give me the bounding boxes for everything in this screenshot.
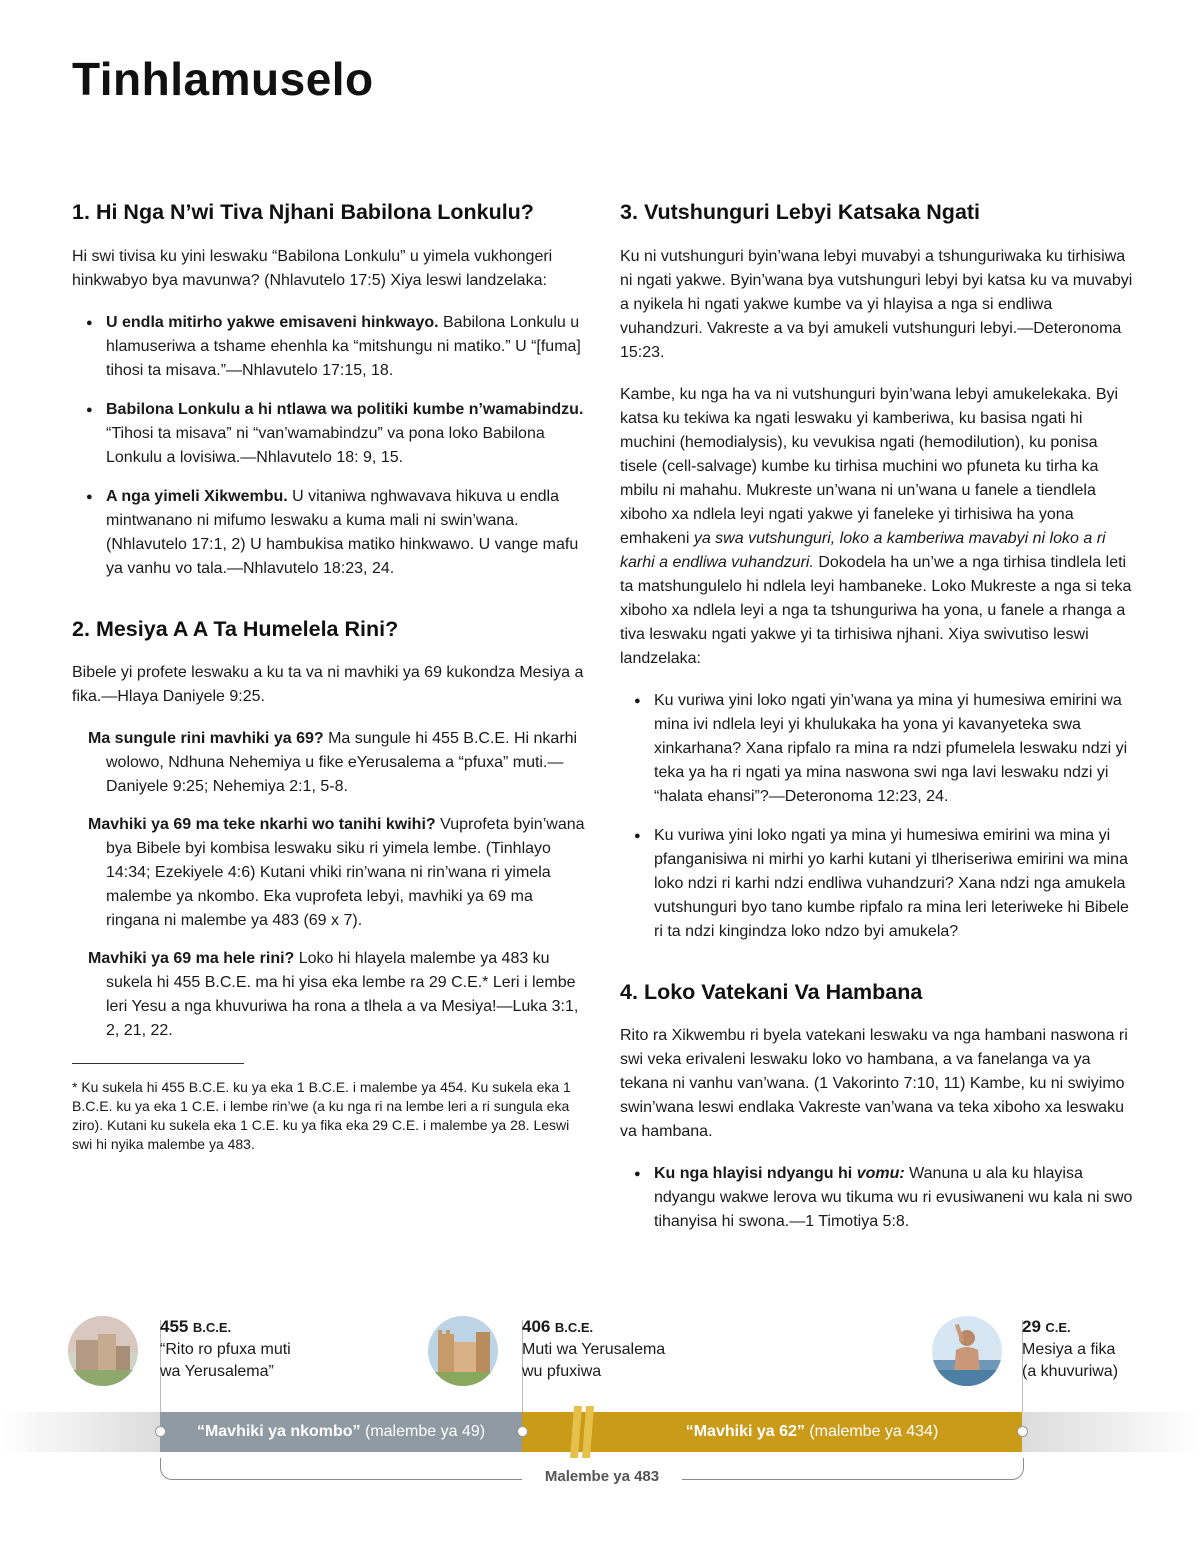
section-3-list bbox=[634, 689, 1136, 944]
list-item: ● Ku vuriwa yini loko ngati yin’wana ya mina yi humesiwa emirini wa mina ivi ndlela leyi yi khulukaka ha yona yi kavanyeteka swa xinkarhana? Xana ripfalo ra mina ra ndzi pfumelela leswaku ndzi yi teka ya ha ri ngati ya mina naswona swi nga lavi leswaku ndzi yi “halata ehansi”?—Deteronoma 12:23, 24. bbox=[634, 689, 1136, 809]
event-description: (a khuvuriwa) bbox=[1022, 1363, 1119, 1380]
list-item-bold: A nga yimeli Xikwembu. bbox=[106, 487, 288, 505]
event-era: C.E. bbox=[1045, 1320, 1071, 1335]
section-3-heading bbox=[620, 200, 1136, 225]
section-4-list bbox=[634, 1162, 1136, 1234]
section-number: 1. bbox=[72, 200, 90, 224]
qa-item bbox=[88, 947, 588, 1043]
ancient-city-wall-icon bbox=[68, 1316, 138, 1386]
band-label-bold: “Mavhiki ya nkombo” bbox=[196, 1423, 361, 1440]
band-label-text: (malembe ya 49) bbox=[360, 1423, 486, 1440]
list-item-text: Wanuna u ala ku hlayisa ndyangu wakwe lerova wu tikuma wu ri evusiwaneni wu kala ni swo tihanyisa hi swona.—1 Timotiya 5:8. bbox=[654, 1165, 1133, 1231]
section-3-paragraph-2 bbox=[620, 383, 1136, 671]
paragraph-text: Dokodela ha un’we a nga tirhisa tindlela leti ta matshungulelo hi ndlela leyi hambaneke. Loko Mukreste a nga si teka xiboho xa ndlela leyi a nga ta tshunguriwa ha yona, u fanele a rhanga a tiva leswaku ngati yakwe yi ta tirhisiwa njhani. Xiya swivutiso leswi landzelaka: bbox=[620, 553, 1132, 667]
section-3-paragraph-1: Ku ni vutshunguri byin’wana lebyi muvabyi a tshunguriwaka ku tirhisiwa ni ngati yakwe. Byin’wana bya vutshunguri lebyi byi katsa ku va muvabyi a nyikela hi ngati yakwe kumbe va yi hlayisa a nga si endliwa vuhandzuri. Vakreste a va byi amukeli vutshunguri lebyi.—Deteronoma 15:23. bbox=[620, 247, 1133, 361]
qa-item bbox=[88, 727, 588, 799]
list-item-bold: U endla mitirho yakwe emisaveni hinkwayo. bbox=[106, 313, 439, 331]
rebuilt-city-wall-icon bbox=[428, 1316, 498, 1386]
event-description: Muti wa Yerusalema bbox=[522, 1341, 666, 1358]
event-year: 29 bbox=[1022, 1317, 1041, 1336]
timeline-event-3 bbox=[1022, 1316, 1118, 1383]
band-label-text: (malembe ya 434) bbox=[804, 1423, 939, 1440]
qa-item bbox=[88, 813, 588, 933]
list-item bbox=[86, 485, 588, 581]
list-item bbox=[86, 311, 588, 383]
paragraph-italic: ya swa vutshunguri, loko a kamberiwa mavabyi ni loko a ri karhi a endliwa vuhandzuri. bbox=[620, 529, 1106, 571]
band-label-bold: “Mavhiki ya 62” bbox=[685, 1423, 805, 1440]
event-year: 406 bbox=[522, 1317, 551, 1336]
band-label bbox=[602, 1412, 1022, 1452]
list-item bbox=[86, 398, 588, 470]
list-item-bold: Babilona Lonkulu a hi ntlawa wa politiki kumbe n’wamabindzu. bbox=[106, 400, 584, 418]
band-label bbox=[160, 1412, 522, 1452]
section-1-heading bbox=[72, 200, 588, 225]
left-column bbox=[72, 200, 588, 1154]
timeline-band-7-weeks bbox=[160, 1412, 522, 1452]
paragraph-text: Kambe, ku nga ha va ni vutshunguri byin’wana lebyi amukelekaka. Byi katsa ku tekiwa ka ngati leswaku yi kamberiwa, ku basisa ngati hi muchini (hemodialysis), ku vevukisa ngati (hemodilution), ku ponisa tisele (cell-salvage) kumbe ku tirhisa muchini wo pfuneta ku tirha ka mbilu ni mahahu. Mukreste un’wana ni un’wana u fanele a tiendlela xiboho xa ndlela leyi ngati yakwe yi faneleke yi tirhisiwa ha yona emhakeni bbox=[620, 385, 1119, 547]
event-year: 455 bbox=[160, 1317, 189, 1336]
section-1-list bbox=[86, 311, 588, 581]
list-item-text: U vitaniwa nghwavava hikuva u endla mintwanano ni mifumo leswaku a kuma mali ni swin’wana. (Nhlavutelo 17:1, 2) U hambukisa matiko hinkwawo. U vange mafu ya vanhu vo tala.—Nhlavutelo 18:23, 24. bbox=[106, 487, 579, 577]
timeline-dot bbox=[517, 1426, 528, 1437]
section-number: 2. bbox=[72, 616, 90, 641]
timeline-event-2 bbox=[522, 1316, 665, 1383]
timeline-band-62-weeks bbox=[522, 1412, 1022, 1452]
section-4-paragraph: Rito ra Xikwembu ri byela vatekani leswaku va nga hambani naswona ri swi veka erivaleni leswaku loko vo hambana, a va fanelanga va ya tekana ni vanhu van’wana. (1 Vakorinto 7:10, 11) Kambe, ku ni swiyimo swin’wana leswi endlaka Vakreste van’wana va teka xiboho xa leswaku va hambana. bbox=[620, 1027, 1128, 1141]
timeline-break-icon bbox=[570, 1406, 600, 1458]
question: Mavhiki ya 69 ma hele rini? bbox=[88, 950, 295, 968]
section-4-heading bbox=[620, 980, 1136, 1005]
timeline-band-trail bbox=[1022, 1412, 1200, 1452]
list-item bbox=[634, 1162, 1136, 1234]
section-title: Mesiya A A Ta Humelela Rini? bbox=[95, 616, 399, 641]
answer: Vuprofeta byin’wana bya Bibele byi kombisa leswaku siku ri yimela lembe. (Tinhlayo 14:34; Ezekiyele 4:6) Kutani vhiki rin’wana ni rin’wana ri yimela malembe ya nkombo. Eka vuprofeta lebyi, mavhiki ya 69 ma ringana ni malembe ya 483 (69 x 7). bbox=[106, 816, 585, 930]
footnote-divider bbox=[72, 1063, 244, 1064]
timeline-dot bbox=[1017, 1426, 1028, 1437]
timeline bbox=[0, 1300, 1200, 1500]
section-title: Loko Vatekani Va Hambana bbox=[643, 979, 923, 1004]
answer: Loko hi hlayela malembe ya 483 ku sukela hi 455 B.C.E. ma hi yisa eka lembe ra 29 C.E.* Leri i lembe leri Yesu a nga khuvuriwa ha rona a tlhela a va Mesiya!—Luka 3:1, 2, 21, 22. bbox=[106, 950, 579, 1040]
list-item-text: Babilona Lonkulu u hlamuseriwa a tshame ehenhla ka “mitshungu ni matiko.” U “[fuma] tihosi ta misava.”—Nhlavutelo 17:15, 18. bbox=[106, 313, 581, 379]
section-2-heading bbox=[72, 617, 588, 642]
section-2-intro: Bibele yi profete leswaku a ku ta va ni mavhiki ya 69 kukondza Mesiya a fika.—Hlaya Daniyele 9:25. bbox=[72, 664, 584, 706]
section-number: 4. bbox=[620, 979, 638, 1004]
section-number: 3. bbox=[620, 200, 638, 224]
timeline-dot bbox=[155, 1426, 166, 1437]
list-item: ● Ku vuriwa yini loko ngati ya mina yi humesiwa emirini wa mina yi pfanganisiwa ni mirhi yo karhi kutani yi tlheriseriwa emirini wa mina loko ndzi ri karhi ndzi endliwa vuhandzuri? Xana ndzi nga amukela vutshunguri byo tano kumbe ripfalo ra mina leri leteriweke hi Bibele ri ta ndzi kingindza loko ndzo byi amukela? bbox=[634, 824, 1136, 944]
event-description: wu pfuxiwa bbox=[522, 1363, 602, 1380]
page-title: Tinhlamuselo bbox=[72, 53, 374, 105]
event-era: B.C.E. bbox=[554, 1320, 594, 1335]
timeline-total-label: Malembe ya 483 bbox=[522, 1468, 682, 1485]
question: Ma sungule rini mavhiki ya 69? bbox=[88, 730, 324, 748]
event-description: Mesiya a fika bbox=[1022, 1341, 1116, 1358]
timeline-band-lead bbox=[0, 1412, 160, 1452]
right-column bbox=[620, 200, 1136, 1252]
list-item-bold: Ku nga hlayisi ndyangu hi bbox=[654, 1165, 857, 1183]
question: Mavhiki ya 69 ma teke nkarhi wo tanihi kwihi? bbox=[88, 816, 436, 834]
section-1-intro: Hi swi tivisa ku yini leswaku “Babilona Lonkulu” u yimela vukhongeri hinkwabyo bya mavunwa? (Nhlavutelo 17:5) Xiya leswi landzelaka: bbox=[72, 247, 553, 289]
event-era: B.C.E. bbox=[192, 1320, 232, 1335]
section-title: Hi Nga N’wi Tiva Njhani Babilona Lonkulu? bbox=[95, 200, 534, 224]
timeline-event-1 bbox=[160, 1316, 291, 1383]
footnote: * Ku sukela hi 455 B.C.E. ku ya eka 1 B.C.E. i malembe ya 454. Ku sukela eka 1 B.C.E. ku ya eka 1 C.E. i lembe rin’we (a ku nga ri na lembe leri a ri sungula eka ziro). Kutani ku sukela eka 1 C.E. ku ya fika eka 29 C.E. i malembe ya 28. Leswi swi hi nyika malembe ya 483. bbox=[72, 1079, 571, 1153]
event-description: “Rito ro pfuxa muti bbox=[160, 1341, 291, 1358]
baptized-man-icon bbox=[932, 1316, 1002, 1386]
list-item-bold-italic: vomu: bbox=[856, 1165, 905, 1183]
list-item-text: “Tihosi ta misava” ni “van’wamabindzu” va pona loko Babilona Lonkulu a lovisiwa.—Nhlavutelo 18: 9, 15. bbox=[106, 424, 545, 466]
answer: Ma sungule hi 455 B.C.E. Hi nkarhi wolowo, Ndhuna Nehemiya u fike eYerusalema a “pfuxa” muti.—Daniyele 9:25; Nehemiya 2:1, 5-8. bbox=[106, 730, 578, 796]
section-title: Vutshunguri Lebyi Katsaka Ngati bbox=[643, 200, 981, 224]
event-description: wa Yerusalema” bbox=[160, 1363, 274, 1380]
